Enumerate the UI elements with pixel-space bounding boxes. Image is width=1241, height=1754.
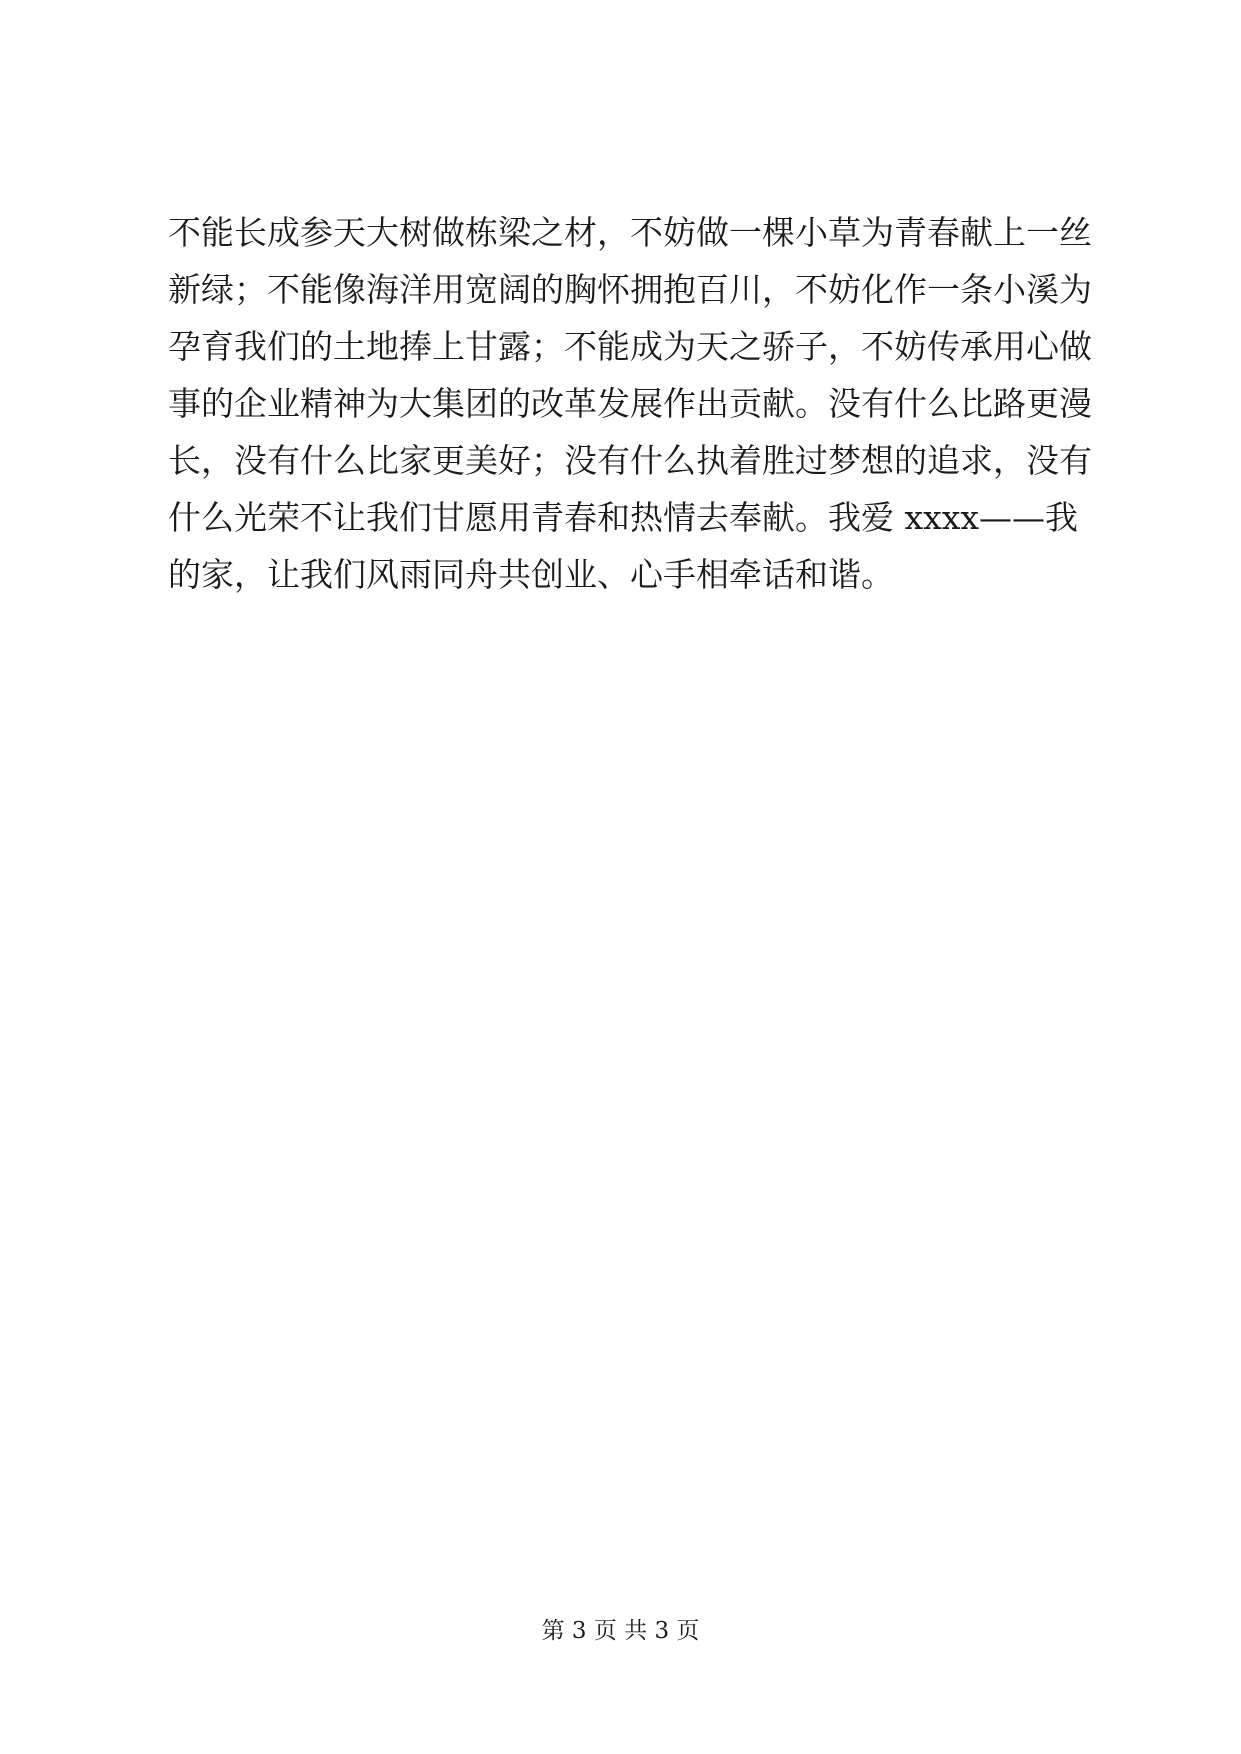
page-footer [0,1616,1241,1646]
paragraph-line: 事的企业精神为大集团的改革发展作出贡献。没有什么比路更漫 [168,384,1092,423]
paragraph-line: 的家，让我们风雨同舟共创业、心手相牵话和谐。 [168,555,894,594]
paragraph-line: 长，没有什么比家更美好；没有什么执着胜过梦想的追求，没有 [168,441,1092,480]
paragraph-line: 新绿；不能像海洋用宽阔的胸怀拥抱百川，不妨化作一条小溪为 [168,270,1092,309]
body-paragraph [168,204,1092,603]
paragraph-line: 孕育我们的土地捧上甘露；不能成为天之骄子，不妨传承用心做 [168,327,1092,366]
page-number-indicator: 第 3 页 共 3 页 [541,1618,700,1644]
paragraph-line: 不能长成参天大树做栋梁之材，不妨做一棵小草为青春献上一丝 [168,213,1092,252]
paragraph-line: 什么光荣不让我们甘愿用青春和热情去奉献。我爱 xxxx——我 [168,498,1078,537]
